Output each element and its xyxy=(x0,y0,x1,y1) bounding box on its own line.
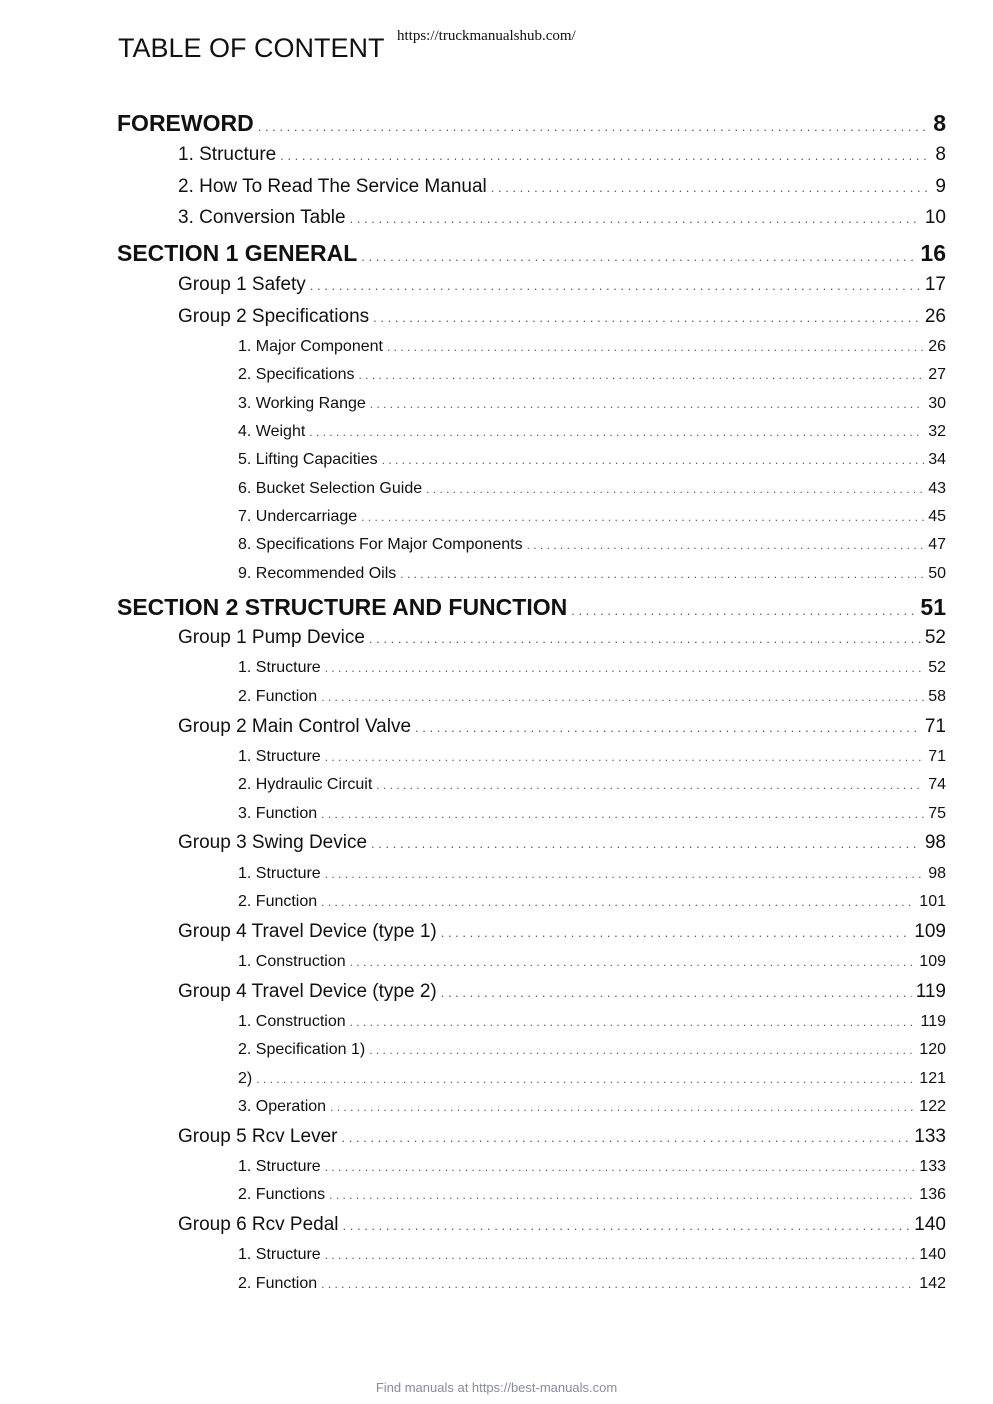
dot-leader xyxy=(441,925,911,940)
dot-leader xyxy=(361,249,916,264)
toc-entry-page-number: 58 xyxy=(928,688,946,705)
toc-entry-label: Group 2 Specifications xyxy=(178,306,370,327)
dot-leader xyxy=(350,955,916,969)
toc-entry[interactable] xyxy=(238,688,946,706)
dot-leader xyxy=(325,661,925,675)
toc-entry-page-number: 45 xyxy=(928,508,946,525)
dot-leader xyxy=(491,180,932,195)
toc-entry-label: Group 5 Rcv Lever xyxy=(178,1126,338,1147)
toc-entry-label: 1. Structure xyxy=(238,865,321,882)
dot-leader xyxy=(400,567,924,581)
toc-entry-page-number: 26 xyxy=(928,338,946,355)
dot-leader xyxy=(441,985,912,1000)
toc-entry-label: 1. Structure xyxy=(178,144,277,165)
toc-entry[interactable] xyxy=(238,565,946,583)
toc-entry[interactable] xyxy=(178,981,946,1003)
toc-entry[interactable] xyxy=(178,1126,946,1148)
toc-entry[interactable] xyxy=(238,1013,946,1031)
toc-entry-label: 2. Hydraulic Circuit xyxy=(238,776,373,793)
toc-entry-page-number: 133 xyxy=(914,1126,946,1147)
toc-entry-label: 2. Specification 1) xyxy=(238,1041,366,1058)
toc-entry-label: 3. Operation xyxy=(238,1098,327,1115)
toc-entry-label: Group 4 Travel Device (type 1) xyxy=(178,921,437,942)
toc-entry-page-number: 119 xyxy=(920,1013,946,1030)
dot-leader xyxy=(387,340,924,354)
dot-leader xyxy=(341,1130,910,1145)
toc-entry-label: SECTION 1 GENERAL xyxy=(117,240,358,266)
toc-entry[interactable] xyxy=(178,627,946,649)
toc-entry[interactable] xyxy=(238,893,946,911)
dot-leader xyxy=(309,425,924,439)
toc-entry[interactable] xyxy=(117,594,946,621)
toc-entry-page-number: 30 xyxy=(928,395,946,412)
toc-entry[interactable] xyxy=(238,508,946,526)
toc-entry-label: 3. Function xyxy=(238,805,318,822)
toc-entry[interactable] xyxy=(178,274,946,296)
toc-entry[interactable] xyxy=(178,176,946,198)
toc-entry-label: FOREWORD xyxy=(117,110,254,136)
toc-entry[interactable] xyxy=(178,306,946,328)
toc-entry-label: 3. Conversion Table xyxy=(178,207,346,228)
dot-leader xyxy=(369,1043,915,1057)
toc-entry[interactable] xyxy=(238,1158,946,1176)
toc-entry-label: 4. Weight xyxy=(238,423,306,440)
toc-entry[interactable] xyxy=(238,1070,946,1088)
toc-entry-page-number: 43 xyxy=(928,480,946,497)
toc-entry[interactable] xyxy=(117,240,946,267)
toc-entry-label: 9. Recommended Oils xyxy=(238,565,397,582)
toc-entry[interactable] xyxy=(238,1041,946,1059)
dot-leader xyxy=(373,310,921,325)
toc-entry-page-number: 8 xyxy=(933,110,946,136)
dot-leader xyxy=(426,482,924,496)
toc-entry-page-number: 74 xyxy=(928,776,946,793)
dot-leader xyxy=(527,538,925,552)
dot-leader xyxy=(370,397,924,411)
toc-entry-page-number: 51 xyxy=(920,594,946,620)
toc-entry-page-number: 26 xyxy=(924,306,946,327)
toc-entry-page-number: 71 xyxy=(928,748,946,765)
toc-entry-page-number: 52 xyxy=(924,627,946,648)
toc-entry-page-number: 50 xyxy=(928,565,946,582)
toc-entry-page-number: 119 xyxy=(915,981,946,1002)
toc-entry-page-number: 140 xyxy=(914,1214,946,1235)
dot-leader xyxy=(343,1218,911,1233)
toc-entry-page-number: 17 xyxy=(924,274,946,295)
dot-leader xyxy=(371,836,921,851)
toc-entry-page-number: 75 xyxy=(928,805,946,822)
toc-entry[interactable] xyxy=(238,1246,946,1264)
toc-entry[interactable] xyxy=(238,805,946,823)
toc-entry[interactable] xyxy=(238,1186,946,1204)
toc-entry-label: SECTION 2 STRUCTURE AND FUNCTION xyxy=(117,594,568,620)
site-url[interactable]: https://truckmanualshub.com/ xyxy=(397,28,576,44)
dot-leader xyxy=(329,1188,915,1202)
toc-entry-page-number: 101 xyxy=(919,893,946,910)
toc-entry[interactable] xyxy=(238,395,946,413)
toc-entry[interactable] xyxy=(178,207,946,229)
dot-leader xyxy=(376,778,924,792)
toc-entry[interactable] xyxy=(238,536,946,554)
dot-leader xyxy=(330,1100,915,1114)
toc-entry[interactable] xyxy=(238,1098,946,1116)
toc-entry-label: Group 1 Pump Device xyxy=(178,627,365,648)
toc-entry-label: Group 3 Swing Device xyxy=(178,832,368,853)
toc-entry-label: 3. Working Range xyxy=(238,395,366,412)
toc-entry-page-number: 133 xyxy=(919,1158,946,1175)
toc-entry-page-number: 120 xyxy=(919,1041,946,1058)
toc-entry-label: Group 6 Rcv Pedal xyxy=(178,1214,339,1235)
toc-entry-page-number: 142 xyxy=(919,1275,946,1292)
toc-entry-label: Group 1 Safety xyxy=(178,274,306,295)
dot-leader xyxy=(571,603,916,618)
dot-leader xyxy=(325,1160,916,1174)
footer-note: Find manuals at https://best-manuals.com xyxy=(375,1380,618,1395)
dot-leader xyxy=(361,510,924,524)
dot-leader xyxy=(369,631,921,646)
toc-entry[interactable] xyxy=(238,776,946,794)
dot-leader xyxy=(310,278,921,293)
toc-entry[interactable] xyxy=(238,953,946,971)
toc-entry-page-number: 136 xyxy=(919,1186,946,1203)
toc-entry-page-number: 10 xyxy=(924,207,946,228)
dot-leader xyxy=(359,368,925,382)
toc-entry-page-number: 34 xyxy=(928,451,946,468)
toc-entry-page-number: 98 xyxy=(924,832,946,853)
toc-entry-page-number: 47 xyxy=(928,536,946,553)
dot-leader xyxy=(258,119,929,134)
toc-entry-label: 2) xyxy=(238,1070,253,1087)
toc-entry-label: 2. Specifications xyxy=(238,366,355,383)
dot-leader xyxy=(350,1015,917,1029)
toc-entry-label: 1. Major Component xyxy=(238,338,383,355)
toc-entry[interactable] xyxy=(117,110,946,137)
dot-leader xyxy=(321,807,924,821)
toc-entry-page-number: 109 xyxy=(914,921,946,942)
toc-entry-page-number: 98 xyxy=(928,865,946,882)
toc-entry-page-number: 52 xyxy=(928,659,946,676)
toc-entry-label: 5. Lifting Capacities xyxy=(238,451,378,468)
toc-entry[interactable] xyxy=(238,659,946,677)
toc-entry-label: 1. Structure xyxy=(238,748,321,765)
toc-entry[interactable] xyxy=(178,716,946,738)
toc-entry-page-number: 32 xyxy=(928,423,946,440)
toc-entry[interactable] xyxy=(238,1275,946,1293)
toc-entry-label: 7. Undercarriage xyxy=(238,508,358,525)
toc-entry-label: Group 2 Main Control Valve xyxy=(178,716,412,737)
toc-entry-label: 2. Function xyxy=(238,1275,318,1292)
dot-leader xyxy=(382,453,925,467)
toc-entry-page-number: 27 xyxy=(928,366,946,383)
toc-entry-label: 1. Structure xyxy=(238,1158,321,1175)
toc-entry-page-number: 109 xyxy=(919,953,946,970)
toc-entry[interactable] xyxy=(178,921,946,943)
toc-entry-label: 2. Function xyxy=(238,688,318,705)
page-title: TABLE OF CONTENT xyxy=(118,33,385,63)
toc-entry-label: 8. Specifications For Major Components xyxy=(238,536,523,553)
toc-entry-label: 2. Function xyxy=(238,893,318,910)
dot-leader xyxy=(325,750,925,764)
dot-leader xyxy=(256,1072,915,1086)
toc-entry-page-number: 9 xyxy=(935,176,946,197)
toc-entry-label: 6. Bucket Selection Guide xyxy=(238,480,423,497)
dot-leader xyxy=(415,720,921,735)
toc-entry[interactable] xyxy=(238,366,946,384)
toc-entry[interactable] xyxy=(238,865,946,883)
toc-entry-label: 2. How To Read The Service Manual xyxy=(178,176,487,197)
toc-entry-label: 2. Functions xyxy=(238,1186,326,1203)
toc-entry[interactable] xyxy=(178,1214,946,1236)
dot-leader xyxy=(325,1248,916,1262)
dot-leader xyxy=(321,690,924,704)
toc-entry[interactable] xyxy=(238,423,946,441)
dot-leader xyxy=(280,148,931,163)
toc-entry-page-number: 71 xyxy=(924,716,946,737)
toc-entry-page-number: 121 xyxy=(919,1070,946,1087)
toc-entry[interactable] xyxy=(238,451,946,469)
toc-entry[interactable] xyxy=(238,480,946,498)
toc-entry-page-number: 8 xyxy=(935,144,946,165)
toc-entry[interactable] xyxy=(238,338,946,356)
toc-entry-page-number: 16 xyxy=(920,240,946,266)
dot-leader xyxy=(325,867,925,881)
toc-entry-label: 1. Construction xyxy=(238,953,346,970)
dot-leader xyxy=(321,1277,915,1291)
toc-entry-label: 1. Structure xyxy=(238,659,321,676)
toc-entry-page-number: 122 xyxy=(919,1098,946,1115)
dot-leader xyxy=(321,895,915,909)
dot-leader xyxy=(350,211,921,226)
toc-entry-page-number: 140 xyxy=(919,1246,946,1263)
toc-entry-label: 1. Structure xyxy=(238,1246,321,1263)
toc-entry[interactable] xyxy=(238,748,946,766)
toc-entry[interactable] xyxy=(178,144,946,166)
toc-entry-label: 1. Construction xyxy=(238,1013,346,1030)
toc-entry-label: Group 4 Travel Device (type 2) xyxy=(178,981,437,1002)
toc-entry[interactable] xyxy=(178,832,946,854)
